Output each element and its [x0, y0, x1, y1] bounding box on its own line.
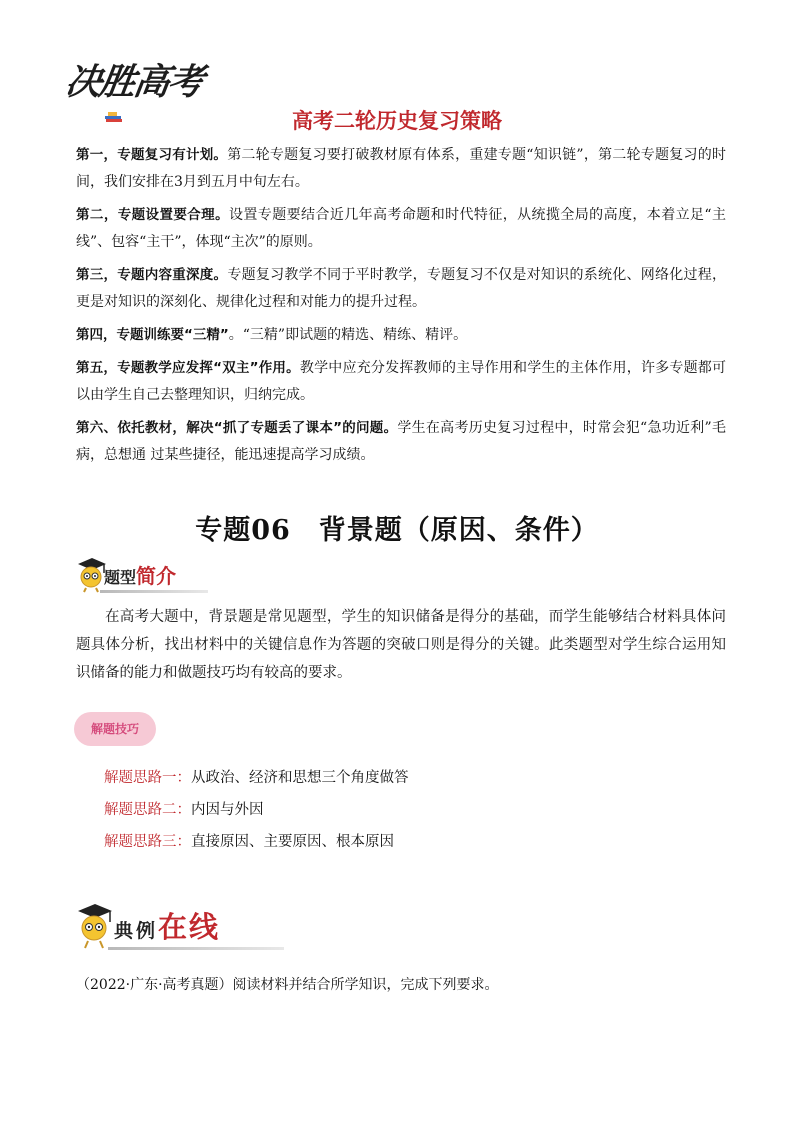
- skills-badge: 解题技巧: [74, 712, 156, 746]
- section-underline: [108, 947, 284, 950]
- idea-item: 解题思路二：内因与外因: [104, 802, 264, 818]
- topic-number: 专题06: [195, 515, 291, 546]
- section-head-intro: [74, 553, 234, 593]
- idea-item: 解题思路三：直接原因、主要原因、根本原因: [104, 834, 394, 850]
- question-line: （2022·广东·高考真题）阅读材料并结合所学知识，完成下列要求。: [76, 977, 499, 993]
- section-head-example: [74, 900, 284, 950]
- strategy-item: 第三，专题内容重深度。专题复习教学不同于平时教学，专题复习不仅是对知识的系统化、网络化过程，更是对知识的深刻化、规律化过程和对能力的提升过程。: [76, 267, 726, 310]
- section-underline: [100, 590, 208, 593]
- section-head-example-b: 在线: [158, 910, 221, 944]
- strategy-item: 第五，专题教学应发挥“双主”作用。教学中应充分发挥教师的主导作用和学生的主体作用，许多专题都可以由学生自己去整理知识，归纳完成。: [76, 360, 727, 403]
- ideas-list: [104, 762, 409, 858]
- section-head-intro-a: 题型: [104, 568, 137, 587]
- topic-title: [0, 508, 794, 547]
- strategy-item: 第六、依托教材，解决“抓了专题丢了课本”的问题。学生在高考历史复习过程中，时常会犯“急功近利”毛病，总想通 过某些捷径，能迅速提高学习成绩。: [76, 420, 726, 463]
- graduate-mascot-icon: [74, 555, 108, 593]
- strategy-item: 第四，专题训练要“三精”。“三精”即试题的精选、精练、精评。: [76, 327, 468, 343]
- strategy-item: 第二，专题设置要合理。设置专题要结合近几年高考命题和时代特征，从统揽全局的高度，本着立足“主线”、包容“主干”，体现“主次”的原则。: [76, 207, 726, 250]
- logo-text: 决胜高考: [62, 62, 205, 103]
- strategy-list: [76, 142, 726, 475]
- graduate-mascot-icon: [74, 900, 114, 950]
- strategy-item: 第一，专题复习有计划。第二轮专题复习要打破教材原有体系，重建专题“知识链”，第二轮专题复习的时间，我们安排在3月到五月中旬左右。: [76, 147, 727, 190]
- topic-name: 背景题（原因、条件）: [318, 515, 599, 546]
- idea-item: 解题思路一：从政治、经济和思想三个角度做答: [104, 770, 409, 786]
- section-head-intro-b: 简介: [136, 564, 177, 588]
- main-title: 高考二轮历史复习策略: [292, 109, 502, 133]
- section-head-example-a: 典例: [114, 920, 159, 942]
- intro-paragraph: 在高考大题中，背景题是常见题型，学生的知识储备是得分的基础，而学生能够结合材料具体问题具体分析，找出材料中的关键信息作为答题的突破口则是得分的关键。此类题型对学生综合运用知识储备的能力和做题技巧均有较高的要求。: [76, 609, 726, 681]
